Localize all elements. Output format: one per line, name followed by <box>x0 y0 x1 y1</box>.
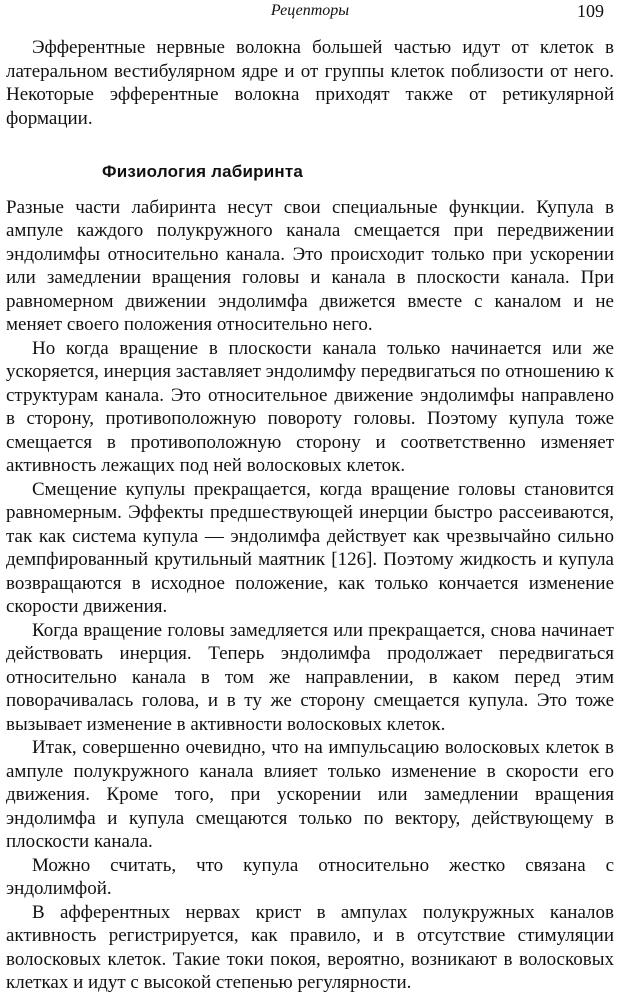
paragraph-efferent-fibers: Эфферентные нервные волокна большей частью идут от клеток в латеральном вестибулярном ядре и от группы клеток поблизости от него. Некоторые эфферентные волокна приходят также от ретикулярной формации. <box>6 37 614 129</box>
paragraph: Разные части лабиринта несут свои специальные функции. Купула в ампуле каждого полукружного канала смещается при передвижении эндолимфы относительно канала. Это происходит только при ускорении или замедлении вращения головы и канала в плоскости канала. При равномерном движении эндолимфа движется вместе с каналом и не меняет своего положения относительно него. <box>6 196 614 335</box>
running-title: Рецепторы <box>270 2 350 19</box>
paragraph: Смещение купулы прекращается, когда вращение головы становится равномерным. Эффекты предшествующей инерции быстро рассеиваются, так как система купула — эндолимфа действует как чрезвычайно сильно демпфированный крутильный маятник [126]. Поэтому жидкость и купула возвращаются в исходное положение, как только кончается изменение скорости движения. <box>6 478 614 617</box>
page-number: 109 <box>577 1 604 21</box>
page-body <box>6 36 614 995</box>
section-heading: Физиология лабиринта <box>102 162 304 181</box>
paragraph: Можно считать, что купула относительно жестко связана с эндолимфой. <box>6 854 614 899</box>
paragraph: В афферентных нервах крист в ампулах полукружных каналов активность регистрируется, как правило, и в отсутствие стимуляции волосковых клеток. Такие токи покоя, вероятно, возникают в волосковых клетках и идут с высокой степенью регулярности. <box>6 901 614 993</box>
running-header <box>6 0 614 26</box>
paragraph: Итак, совершенно очевидно, что на импульсацию волосковых клеток в ампуле полукружного канала влияет только изменение в скорости его движения. Кроме того, при ускорении или замедлении вращения эндолимфа и купула смещаются только по вектору, действующему в плоскости канала. <box>6 737 614 852</box>
paragraph: Но когда вращение в плоскости канала только начинается или же ускоряется, инерция заставляет эндолимфу передвигаться по отношению к структурам канала. Это относительное движение эндолимфы направлено в сторону, противоположную повороту головы. Поэтому купула тоже смещается в противоположную сторону и соответственно изменяет активность лежащих под ней волосковых клеток. <box>6 337 614 476</box>
paragraph: Когда вращение головы замедляется или прекращается, снова начинает действовать инерция. Теперь эндолимфа продолжает передвигаться относительно канала в том же направлении, в каком перед этим поворачивалась голова, и в ту же сторону смещается купула. Это тоже вызывает изменение в активности волосковых клеток. <box>6 619 614 735</box>
